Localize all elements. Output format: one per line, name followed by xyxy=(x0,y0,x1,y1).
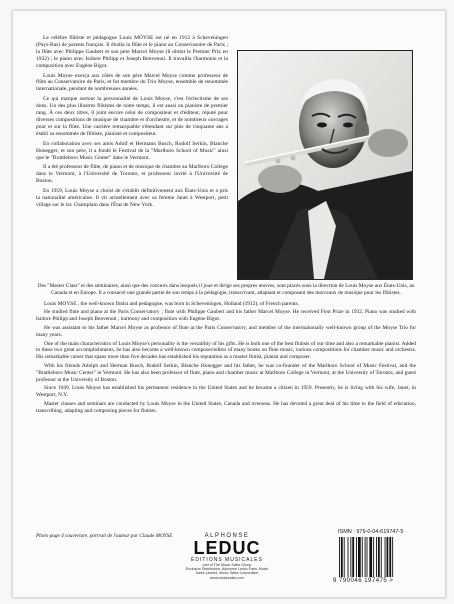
publisher-top-line: ALPHONSE xyxy=(204,533,250,539)
french-paragraph: En 1959, Louis Moyse a choisi de s'établir définitivement aux États-Unis et a pris la nationalité américaine. Il vit actuellement avec sa femme Janet à Westport, petit village sur le lac Champlain dans l'État de New York. xyxy=(36,188,228,208)
publisher-subtitle: ÉDITIONS MUSICALES xyxy=(191,557,263,563)
portrait-image xyxy=(238,51,412,279)
publisher-fine-print: part of The Music Sales Group xyxy=(202,563,252,567)
french-biography xyxy=(36,35,228,212)
publisher-address: Exclusive Distributors: Alphonse Leduc Paris, Music Sales Limited, Music Sales Corporation xyxy=(185,567,269,576)
french-paragraph: Louis Moyse exerça aux côtés de son père Marcel Moyse comme professeur de flûte au Conservatoire de Paris, et fut membre du Trio Moyse, ensemble de renommée internationale, pendant de nombreuses années. xyxy=(36,72,228,93)
english-paragraph: With his friends Adolph and Herman Busch, Rudolf Serkin, Blanche Honegger and his father, he was co-founder of the Marlboro School of Music Festival, and the "Brattleboro Music Center" in Vermont. He has also been professor of flute, piano and chamber music at Marlboro College in Vermont, at the University of Toronto, and guest professor at the University of Boston. xyxy=(36,362,416,383)
french-masterclass-paragraph: Des "Master Class" et des séminaires, ainsi que des concerts dans lesquels il joue et dirige ses propres œuvres, sont placés sous la direction de Louis Moyse aux États-Unis, au Canada et en Europe. Il a consacré une grande partie de son temps à la pédagogie, transcrivant, adaptant et composant des morceaux de musique pour les flûtistes. xyxy=(37,283,415,296)
bilingual-biography-section xyxy=(36,283,416,417)
english-paragraph: He studied flute and piano at the Paris Conservatory ; flute with Philippe Gaubert and his father Marcel Moyse. He received First Prize in 1932. Piano was studied with Isidore Philipp and Joseph Benvenuti ; harmony and composition with Eugène Bigot. xyxy=(36,309,416,323)
ismn-label: ISMN : 979-0-04-619747-5 xyxy=(338,529,404,535)
french-paragraph: En collaboration avec ses amis Adolf et Hermann Busch, Rudolf Serkin, Blanche Honegger, et son père, il a fondé le Festival de la "Marlboro School of Music" ainsi que le "Brattleboro Music Center" dans le Vermont. xyxy=(36,140,228,161)
publisher-url: www.musicsales.com xyxy=(209,575,245,580)
french-paragraph: Ce qui marque surtout la personnalité de Louis Moyse, c'est l'éclectisme de ses dons. Un des plus illustres flûtistes de notre temps, il est aussi un pianiste de premier rang. À ces deux titres, il joint encore celui de compositeur et d'éditeur, réputé pour diverses compositions de musique de chambre et d'orchestre, et de nombreux ouvrages pour et sur la flûte. Une carrière remarquable s'étendant sur plus de cinquante ans a établi sa renommée de flûtiste, pianiste et compositeur. xyxy=(36,96,228,137)
english-paragraph: Master classes and seminars are conducted by Louis Moyse in the United States, Canada and overseas. He has devoted a great deal of his time to the field of education, transcribing, adapting and composing pieces for flutists. xyxy=(36,400,416,414)
publisher-logo xyxy=(182,533,272,580)
french-paragraph: Le célèbre flûtiste et pédagogue Louis MOYSE est né en 1912 à Scheveningen (Pays-Bas) de parents français. Il étudia la flûte et le piano au Conservatoire de Paris ; la flûte avec Philippe Gaubert et son père Marcel Moyse (il obtint le Premier Prix en 1932) ; le piano avec Isidore Philipp et Joseph Benvenuti. Il travailla l'harmonie et la composition avec Eugène Bigot. xyxy=(36,35,228,69)
english-paragraph: Since 1949, Louis Moyse has established his permanent residence in the United States and he became a citizen in 1959. Presently, he is living with his wife, Janet, in Westport, N.Y. xyxy=(36,385,416,399)
english-paragraph: One of the main characteristics of Louis Moyse's personality is the versatility of his gifts. He is both one of the best flutists of our time and also a remarkable pianist. Added to these two great accomplishments, he has also become a well-known composer/editor of many books on flute music, various compositions for chamber music and orchestra. His remarkable career that spans more than five decades has established his reputation as a master flutist, pianist and composer. xyxy=(36,340,416,361)
french-paragraph: Il a été professeur de flûte, de piano et de musique de chambre au Marlboro College dans le Vermont, à l'Université de Toronto, et professeur invité à l'Université de Boston. xyxy=(36,164,228,185)
english-paragraph: He was assistant to his father Marcel Moyse as professor of flute at the Paris Conservatory, and member of the internationally well-known group of the Moyse Trio for many years. xyxy=(36,324,416,338)
barcode-number: 9 790046 197475 > xyxy=(333,578,394,584)
photo-credit: Photo page 4 couverture, portrait de l'auteur par Claude MOYSE xyxy=(36,533,173,539)
publisher-name: LEDUC xyxy=(193,538,261,558)
english-paragraph: Louis MOYSE , the well-known flutist and pedagogue, was born in Scheveningen, Holland (1912), of French parents. xyxy=(44,300,299,307)
author-portrait-photo xyxy=(237,50,413,280)
barcode-image xyxy=(338,537,416,577)
